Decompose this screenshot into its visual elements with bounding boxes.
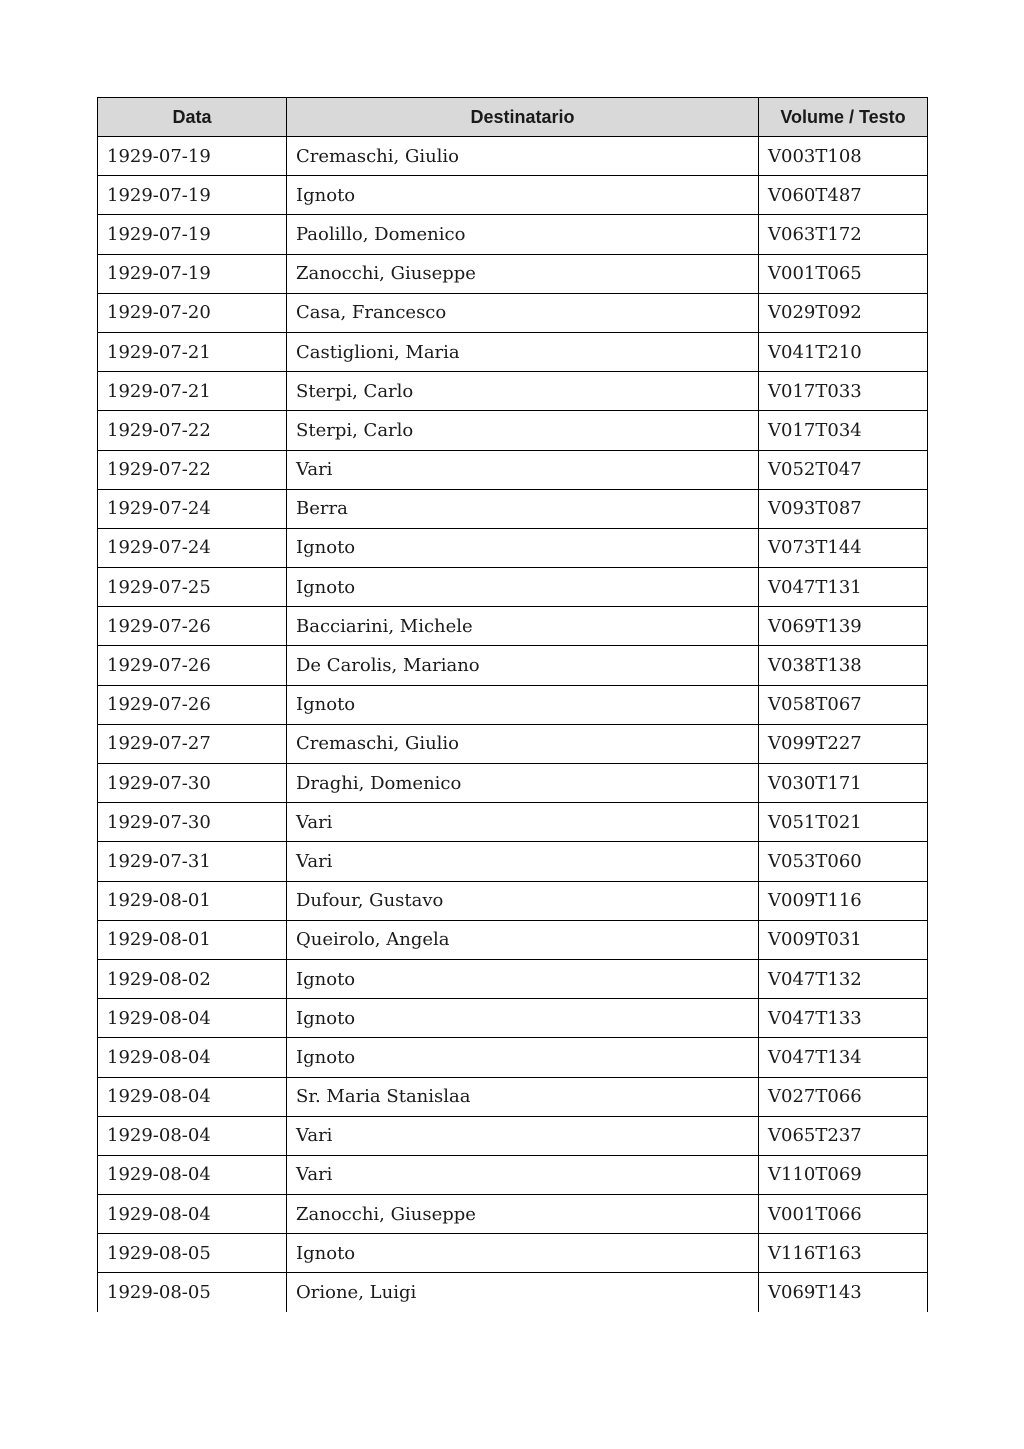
cell-recipient: Cremaschi, Giulio (287, 137, 759, 176)
table-header (98, 98, 928, 137)
cell-volume-text: V069T139 (759, 607, 928, 646)
header-volume-text: Volume / Testo (759, 98, 928, 137)
cell-recipient: Paolillo, Domenico (287, 215, 759, 254)
table-row (98, 1038, 928, 1077)
cell-recipient: Ignoto (287, 999, 759, 1038)
table-row (98, 568, 928, 607)
cell-recipient: Bacciarini, Michele (287, 607, 759, 646)
cell-date: 1929-07-19 (98, 215, 287, 254)
table-row (98, 881, 928, 920)
cell-recipient: Ignoto (287, 1234, 759, 1273)
cell-date: 1929-07-30 (98, 803, 287, 842)
cell-volume-text: V027T066 (759, 1077, 928, 1116)
table-row (98, 920, 928, 959)
table-row (98, 528, 928, 567)
cell-recipient: Queirolo, Angela (287, 920, 759, 959)
cell-date: 1929-07-19 (98, 137, 287, 176)
cell-recipient: Vari (287, 450, 759, 489)
cell-volume-text: V069T143 (759, 1273, 928, 1312)
table-row (98, 215, 928, 254)
cell-date: 1929-07-22 (98, 411, 287, 450)
cell-volume-text: V017T034 (759, 411, 928, 450)
cell-date: 1929-07-21 (98, 332, 287, 371)
table-row (98, 254, 928, 293)
table-row (98, 999, 928, 1038)
cell-volume-text: V051T021 (759, 803, 928, 842)
cell-date: 1929-08-04 (98, 999, 287, 1038)
cell-date: 1929-07-30 (98, 764, 287, 803)
cell-volume-text: V009T116 (759, 881, 928, 920)
cell-recipient: Orione, Luigi (287, 1273, 759, 1312)
cell-date: 1929-07-20 (98, 293, 287, 332)
cell-recipient: Ignoto (287, 959, 759, 998)
table-row (98, 411, 928, 450)
cell-recipient: Sr. Maria Stanislaa (287, 1077, 759, 1116)
cell-recipient: Vari (287, 842, 759, 881)
cell-recipient: Ignoto (287, 568, 759, 607)
header-date: Data (98, 98, 287, 137)
cell-date: 1929-07-22 (98, 450, 287, 489)
cell-volume-text: V047T132 (759, 959, 928, 998)
table-row (98, 607, 928, 646)
cell-volume-text: V017T033 (759, 372, 928, 411)
cell-date: 1929-07-26 (98, 685, 287, 724)
table-row (98, 450, 928, 489)
table-row (98, 1273, 928, 1312)
cell-recipient: Dufour, Gustavo (287, 881, 759, 920)
cell-recipient: Draghi, Domenico (287, 764, 759, 803)
cell-date: 1929-07-21 (98, 372, 287, 411)
cell-volume-text: V030T171 (759, 764, 928, 803)
cell-volume-text: V047T134 (759, 1038, 928, 1077)
table-row (98, 1195, 928, 1234)
table-row (98, 372, 928, 411)
cell-date: 1929-07-26 (98, 646, 287, 685)
cell-date: 1929-07-27 (98, 724, 287, 763)
cell-recipient: Zanocchi, Giuseppe (287, 1195, 759, 1234)
cell-recipient: Castiglioni, Maria (287, 332, 759, 371)
table-row (98, 176, 928, 215)
table-row (98, 1155, 928, 1194)
cell-volume-text: V063T172 (759, 215, 928, 254)
cell-date: 1929-07-26 (98, 607, 287, 646)
cell-volume-text: V052T047 (759, 450, 928, 489)
table-row (98, 646, 928, 685)
cell-volume-text: V009T031 (759, 920, 928, 959)
cell-volume-text: V116T163 (759, 1234, 928, 1273)
cell-date: 1929-07-24 (98, 489, 287, 528)
cell-date: 1929-08-04 (98, 1195, 287, 1234)
cell-recipient: Casa, Francesco (287, 293, 759, 332)
cell-date: 1929-08-01 (98, 920, 287, 959)
cell-date: 1929-07-19 (98, 176, 287, 215)
cell-recipient: Vari (287, 1116, 759, 1155)
table-row (98, 332, 928, 371)
table-row (98, 1234, 928, 1273)
header-recipient: Destinatario (287, 98, 759, 137)
table-row (98, 803, 928, 842)
cell-volume-text: V053T060 (759, 842, 928, 881)
cell-volume-text: V047T131 (759, 568, 928, 607)
cell-volume-text: V038T138 (759, 646, 928, 685)
cell-recipient: Ignoto (287, 176, 759, 215)
cell-recipient: Vari (287, 803, 759, 842)
cell-recipient: De Carolis, Mariano (287, 646, 759, 685)
cell-volume-text: V047T133 (759, 999, 928, 1038)
cell-volume-text: V001T065 (759, 254, 928, 293)
cell-volume-text: V065T237 (759, 1116, 928, 1155)
cell-date: 1929-07-25 (98, 568, 287, 607)
cell-volume-text: V029T092 (759, 293, 928, 332)
cell-date: 1929-08-05 (98, 1234, 287, 1273)
cell-date: 1929-08-04 (98, 1116, 287, 1155)
cell-recipient: Zanocchi, Giuseppe (287, 254, 759, 293)
cell-volume-text: V060T487 (759, 176, 928, 215)
table-row (98, 1116, 928, 1155)
cell-volume-text: V110T069 (759, 1155, 928, 1194)
cell-volume-text: V003T108 (759, 137, 928, 176)
cell-volume-text: V073T144 (759, 528, 928, 567)
table-body (98, 137, 928, 1313)
letters-index-table (97, 97, 928, 1312)
cell-date: 1929-08-01 (98, 881, 287, 920)
table-row (98, 1077, 928, 1116)
cell-date: 1929-08-05 (98, 1273, 287, 1312)
table-row (98, 685, 928, 724)
cell-recipient: Ignoto (287, 1038, 759, 1077)
cell-recipient: Ignoto (287, 685, 759, 724)
cell-date: 1929-07-24 (98, 528, 287, 567)
cell-recipient: Ignoto (287, 528, 759, 567)
cell-date: 1929-08-04 (98, 1038, 287, 1077)
table-row (98, 724, 928, 763)
table-row (98, 293, 928, 332)
cell-date: 1929-08-04 (98, 1077, 287, 1116)
cell-recipient: Sterpi, Carlo (287, 372, 759, 411)
cell-date: 1929-08-02 (98, 959, 287, 998)
table-row (98, 842, 928, 881)
header-row (98, 98, 928, 137)
cell-volume-text: V099T227 (759, 724, 928, 763)
cell-volume-text: V093T087 (759, 489, 928, 528)
cell-volume-text: V058T067 (759, 685, 928, 724)
cell-volume-text: V041T210 (759, 332, 928, 371)
table-row (98, 959, 928, 998)
cell-volume-text: V001T066 (759, 1195, 928, 1234)
cell-date: 1929-08-04 (98, 1155, 287, 1194)
cell-recipient: Vari (287, 1155, 759, 1194)
cell-recipient: Cremaschi, Giulio (287, 724, 759, 763)
table-row (98, 489, 928, 528)
table-row (98, 137, 928, 176)
cell-recipient: Berra (287, 489, 759, 528)
cell-date: 1929-07-31 (98, 842, 287, 881)
cell-date: 1929-07-19 (98, 254, 287, 293)
table-row (98, 764, 928, 803)
cell-recipient: Sterpi, Carlo (287, 411, 759, 450)
